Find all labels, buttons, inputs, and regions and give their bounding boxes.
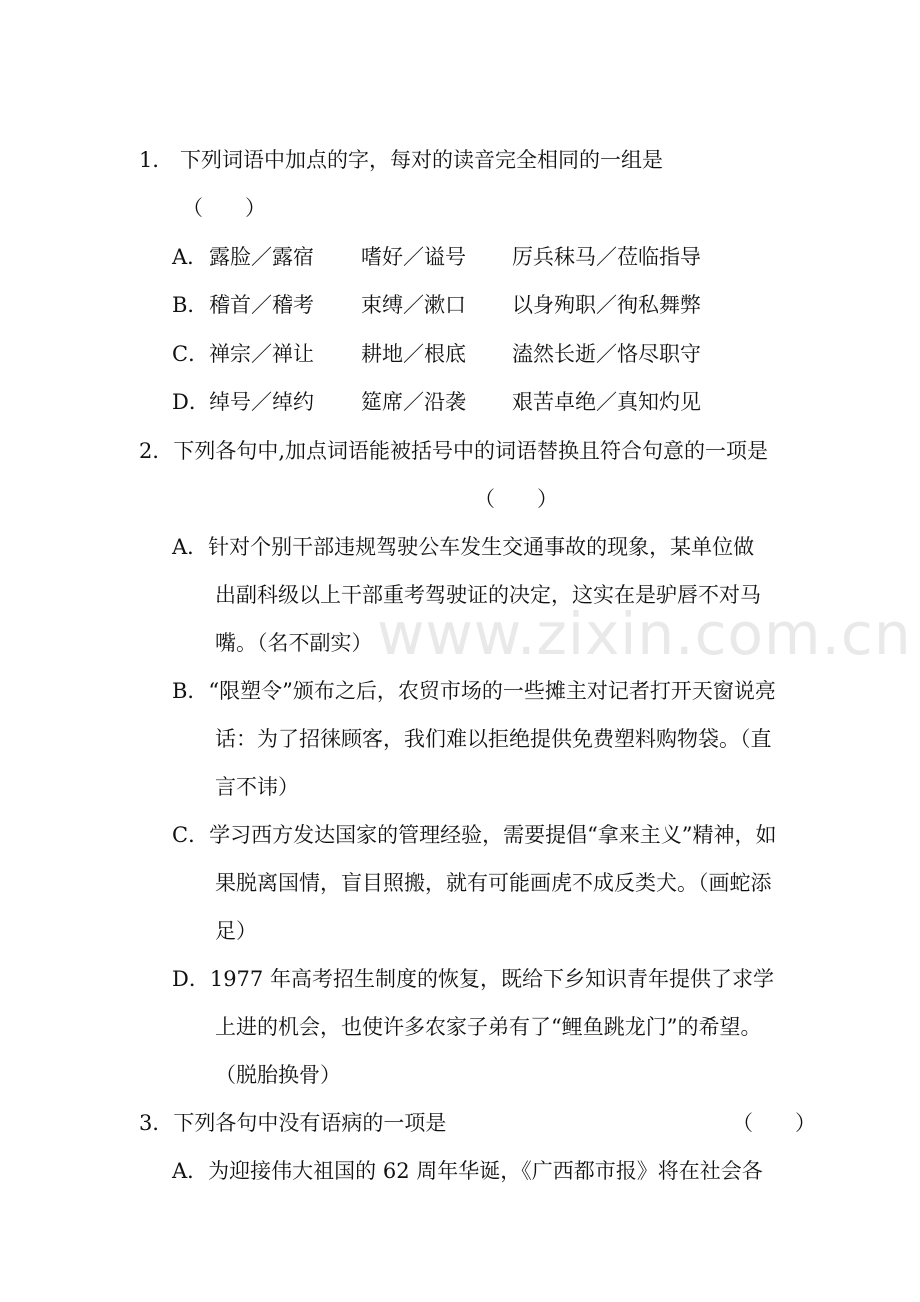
option-word-pair: 束缚／漱口 xyxy=(361,293,466,317)
option-label: D． xyxy=(172,390,210,414)
question-2-option-c-line: 果脱离国情，盲目照搬，就有可能画虎不成反类犬。（画蛇添 xyxy=(215,871,772,895)
option-word-pair: 禅宗／禅让 xyxy=(209,342,314,366)
question-3-stem: 3．下列各句中没有语病的一项是 xyxy=(139,1111,447,1135)
watermark: www.zixin.com.cn xyxy=(377,600,912,668)
question-2-answer-bracket: （ ） xyxy=(474,487,558,511)
option-word-pair: 稽首／稽考 xyxy=(209,293,314,317)
question-2-stem: 2．下列各句中,加点词语能被括号中的词语替换且符合句意的一项是 xyxy=(139,439,769,463)
option-word-pair: 溘然长逝／恪尽职守 xyxy=(512,342,701,366)
option-word-pair: 厉兵秣马／莅临指导 xyxy=(512,245,701,269)
question-2-option-d-line: 上进的机会，也使许多农家子弟有了“鲤鱼跳龙门”的希望。 xyxy=(215,1015,762,1039)
question-2-option-d-line: （脱胎换骨） xyxy=(215,1063,341,1087)
question-1-answer-bracket: （ ） xyxy=(182,196,266,220)
option-label: C． xyxy=(172,342,210,366)
question-3-answer-bracket: （ ） xyxy=(732,1111,816,1135)
question-3-option-a-line: A．为迎接伟大祖国的 62 周年华诞，《广西都市报》将在社会各 xyxy=(172,1159,763,1183)
question-1-stem: 1． 下列词语中加点的字，每对的读音完全相同的一组是 xyxy=(139,148,664,172)
option-word-pair: 筵席／沿袭 xyxy=(361,390,466,414)
question-2-option-b-line: 言不讳） xyxy=(215,775,299,799)
option-label: A． xyxy=(172,245,209,269)
question-2-option-b-line: 话：为了招徕顾客，我们难以拒绝提供免费塑料购物袋。（直 xyxy=(215,727,772,751)
question-2-option-a-line: 嘴。（名不副实） xyxy=(215,631,373,655)
question-2-option-d-line: D．1977 年高考招生制度的恢复，既给下乡知识青年提供了求学 xyxy=(172,967,774,991)
question-2-option-b-line: B．“限塑令”颁布之后，农贸市场的一些摊主对记者打开天窗说亮 xyxy=(172,679,776,703)
question-2-option-c-line: 足） xyxy=(215,919,257,943)
option-word-pair: 露脸／露宿 xyxy=(209,245,314,269)
question-2-option-a-line: A．针对个别干部违规驾驶公车发生交通事故的现象，某单位做 xyxy=(172,535,755,559)
question-2-option-a-line: 出副科级以上干部重考驾驶证的决定，这实在是驴唇不对马 xyxy=(215,583,761,607)
option-label: B． xyxy=(172,293,209,317)
option-word-pair: 以身殉职／徇私舞弊 xyxy=(512,293,701,317)
option-word-pair: 嗜好／谥号 xyxy=(361,245,466,269)
option-word-pair: 艰苦卓绝／真知灼见 xyxy=(512,390,701,414)
option-word-pair: 绰号／绰约 xyxy=(209,390,314,414)
question-2-option-c-line: C．学习西方发达国家的管理经验，需要提倡“拿来主义”精神，如 xyxy=(172,823,777,847)
option-word-pair: 耕地／根底 xyxy=(361,342,466,366)
